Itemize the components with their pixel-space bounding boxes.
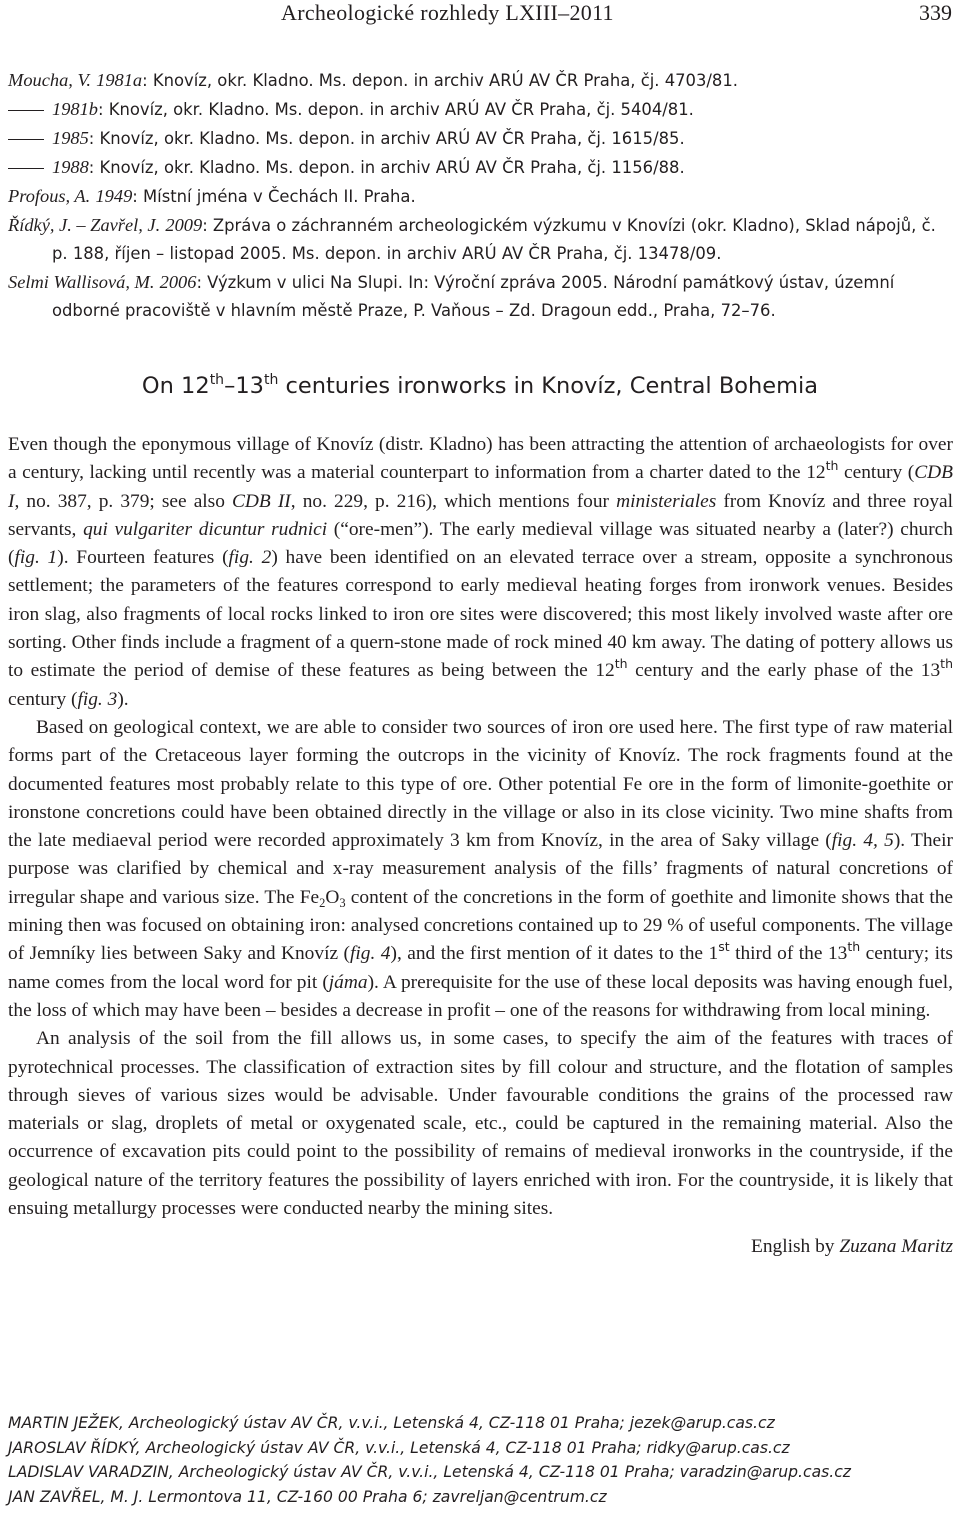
reference-text: : Místní jména v Čechách II. Praha. bbox=[132, 187, 416, 206]
author-affiliations bbox=[8, 1411, 953, 1509]
reference-author: Profous, A. bbox=[8, 186, 91, 206]
reference-entry bbox=[8, 211, 956, 268]
reference-author: Řídký, J. – Zavřel, J. bbox=[8, 215, 161, 235]
running-head: Archeologické rozhledy LXIII–2011 bbox=[281, 0, 614, 25]
affiliation-line: MARTIN JEŽEK, Archeologický ústav AV ČR, v.v.i., Letenská 4, CZ-118 01 Praha; jezek@arup.cas.cz bbox=[8, 1414, 775, 1432]
ditto-dash bbox=[8, 168, 44, 169]
reference-year: 1988 bbox=[52, 157, 89, 177]
figure-ref: fig. 4, 5 bbox=[831, 830, 894, 852]
figure-ref: fig. 3 bbox=[77, 688, 118, 710]
reference-year: 1981b bbox=[52, 99, 98, 119]
summary-paragraph: Even though the eponymous village of Knovíz (distr. Kladno) has been attracting the attention of archaeologists for over a century, lacking until recently was a material counterpart to information from a charter dated to the 12th century (CDB I, no. 387, p. 379; see also CDB II, no. 229, p. 216), which mentions four ministeriales from Knovíz and three royal servants, qui vulgariter dicuntur rudnici (“ore-men”). The early medieval village was situated nearby a (later?) church (fig. 1). Fourteen features (fig. 2) have been identified on an elevated terrace over a stream, opposite a synchronous settlement; the parameters of the features correspond to early medieval heating forges from ironwork venues. Besides iron slag, also fragments of local rocks linked to iron ore sites were discovered; this most likely involved waste after ore sorting. Other finds include a fragment of a quern-stone made of rock mined 40 km away. The dating of pottery allows us to estimate the period of demise of these features as being between the 12th century and the early phase of the 13th century (fig. 3). bbox=[8, 434, 954, 710]
reference-entry bbox=[8, 182, 956, 211]
reference-text: : Knovíz, okr. Kladno. Ms. depon. in archiv ARÚ AV ČR Praha, čj. 1156/88. bbox=[88, 158, 685, 177]
reference-year: 2009 bbox=[165, 215, 203, 235]
figure-ref: fig. 1 bbox=[14, 547, 58, 569]
reference-author: Moucha, V. bbox=[8, 70, 91, 90]
page-number: 339 bbox=[919, 0, 952, 25]
summary-body bbox=[8, 431, 953, 1262]
ditto-dash bbox=[8, 139, 44, 140]
reference-text: : Knovíz, okr. Kladno. Ms. depon. in archiv ARÚ AV ČR Praha, čj. 1615/85. bbox=[88, 129, 685, 148]
reference-year: 1949 bbox=[95, 186, 133, 206]
reference-year: 2006 bbox=[159, 272, 197, 292]
affiliation-line: JAROSLAV ŘÍDKÝ, Archeologický ústav AV ČR, v.v.i., Letenská 4, CZ-118 01 Praha; ridky@arup.cas.cz bbox=[8, 1438, 790, 1457]
summary-paragraph: An analysis of the soil from the fill allows us, in some cases, to specify the aim of the features with traces of pyrotechnical processes. The classification of extraction sites by fill colour and structure, and the flotation of samples through sieves of various sizes would be advisable. Under favourable conditions the grains of the processed raw materials or slag, droplets of metal or oxygenated scale, etc., could be captured in the remaining material. Also the occurrence of excavation pits could point to the possibility of remains of medieval ironworks in the countryside, if the geological nature of the territory features the possibility of layers enriched with iron. For the countryside, it is likely that ensuing metallurgy processes were conducted nearby the mining sites. bbox=[8, 1028, 953, 1220]
article-title: On 12th–13th centuries ironworks in Knovíz, Central Bohemia bbox=[141, 372, 819, 399]
reference-text: : Výzkum v ulici Na Slupi. In: Výroční zpráva 2005. Národní památkový ústav, územní odborné pracoviště v hlavním městě Praze, P. Vaňous – Zd. Dragoun edd., Praha, 72–76. bbox=[52, 273, 895, 320]
reference-year: 1985 bbox=[52, 128, 89, 148]
reference-list bbox=[8, 66, 956, 325]
reference-entry bbox=[8, 268, 956, 325]
summary-paragraph: Based on geological context, we are able to consider two sources of iron ore used here. The first type of raw material forms part of the Cretaceous layer forming the outcrops in the vicinity of Knovíz. The rock fragments found at the documented features most probably relate to this type of ore. Other potential Fe ore in the form of limonite-goethite or ironstone concretions could have been obtained directly in the village or also in its close vicinity. Two mine shafts from the late mediaeval period were recorded approximately 3 km from Knovíz, in the area of Saky village (fig. 4, 5). Their purpose was clarified by chemical and x-ray measurement analysis of the fills’ fragments of natural concretions of irregular shape and various size. The $Fe_2O_3$ content of the concretions in the form of goethite and limonite shows that the mining then was focused on obtaining iron: analysed concretions contained up to 29 % of useful components. The village of Jemníky lies between Saky and Knovíz (fig. 4), and the first mention of it dates to the 1st third of the 13th century; its name comes from the local word for pit (jáma). A prerequisite for the use of these local deposits was having enough fuel, the loss of which may have been – besides a decrease in profit – one of the reasons for withdrawing from local mining. bbox=[8, 716, 954, 1021]
ditto-dash bbox=[8, 110, 44, 111]
translator-credit: English by Zuzana Maritz bbox=[750, 1236, 953, 1258]
reference-text: : Knovíz, okr. Kladno. Ms. depon. in archiv ARÚ AV ČR Praha, čj. 4703/81. bbox=[142, 71, 738, 90]
affiliation-line: LADISLAV VARADZIN, Archeologický ústav AV ČR, v.v.i., Letenská 4, CZ-118 01 Praha; varadzin@arup.cas.cz bbox=[8, 1463, 851, 1481]
reference-text: : Knovíz, okr. Kladno. Ms. depon. in archiv ARÚ AV ČR Praha, čj. 5404/81. bbox=[97, 100, 694, 119]
reference-entry bbox=[8, 66, 956, 95]
reference-entry bbox=[8, 124, 956, 153]
reference-author: Selmi Wallisová, M. bbox=[8, 272, 155, 292]
reference-entry bbox=[8, 95, 956, 124]
page-header bbox=[0, 0, 960, 34]
reference-entry bbox=[8, 153, 956, 182]
figure-ref: fig. 4 bbox=[350, 943, 391, 965]
reference-text: : Zpráva o záchranném archeologickém výzkumu v Knovízi (okr. Kladno), Sklad nápojů, č. p. 188, říjen – listopad 2005. Ms. depon. in archiv ARÚ AV ČR Praha, čj. 13478/09. bbox=[52, 216, 936, 263]
figure-ref: fig. 2 bbox=[228, 547, 272, 569]
affiliation-line: JAN ZAVŘEL, M. J. Lermontova 11, CZ-160 00 Praha 6; zavreljan@centrum.cz bbox=[8, 1487, 607, 1506]
reference-year: 1981a bbox=[96, 70, 143, 90]
